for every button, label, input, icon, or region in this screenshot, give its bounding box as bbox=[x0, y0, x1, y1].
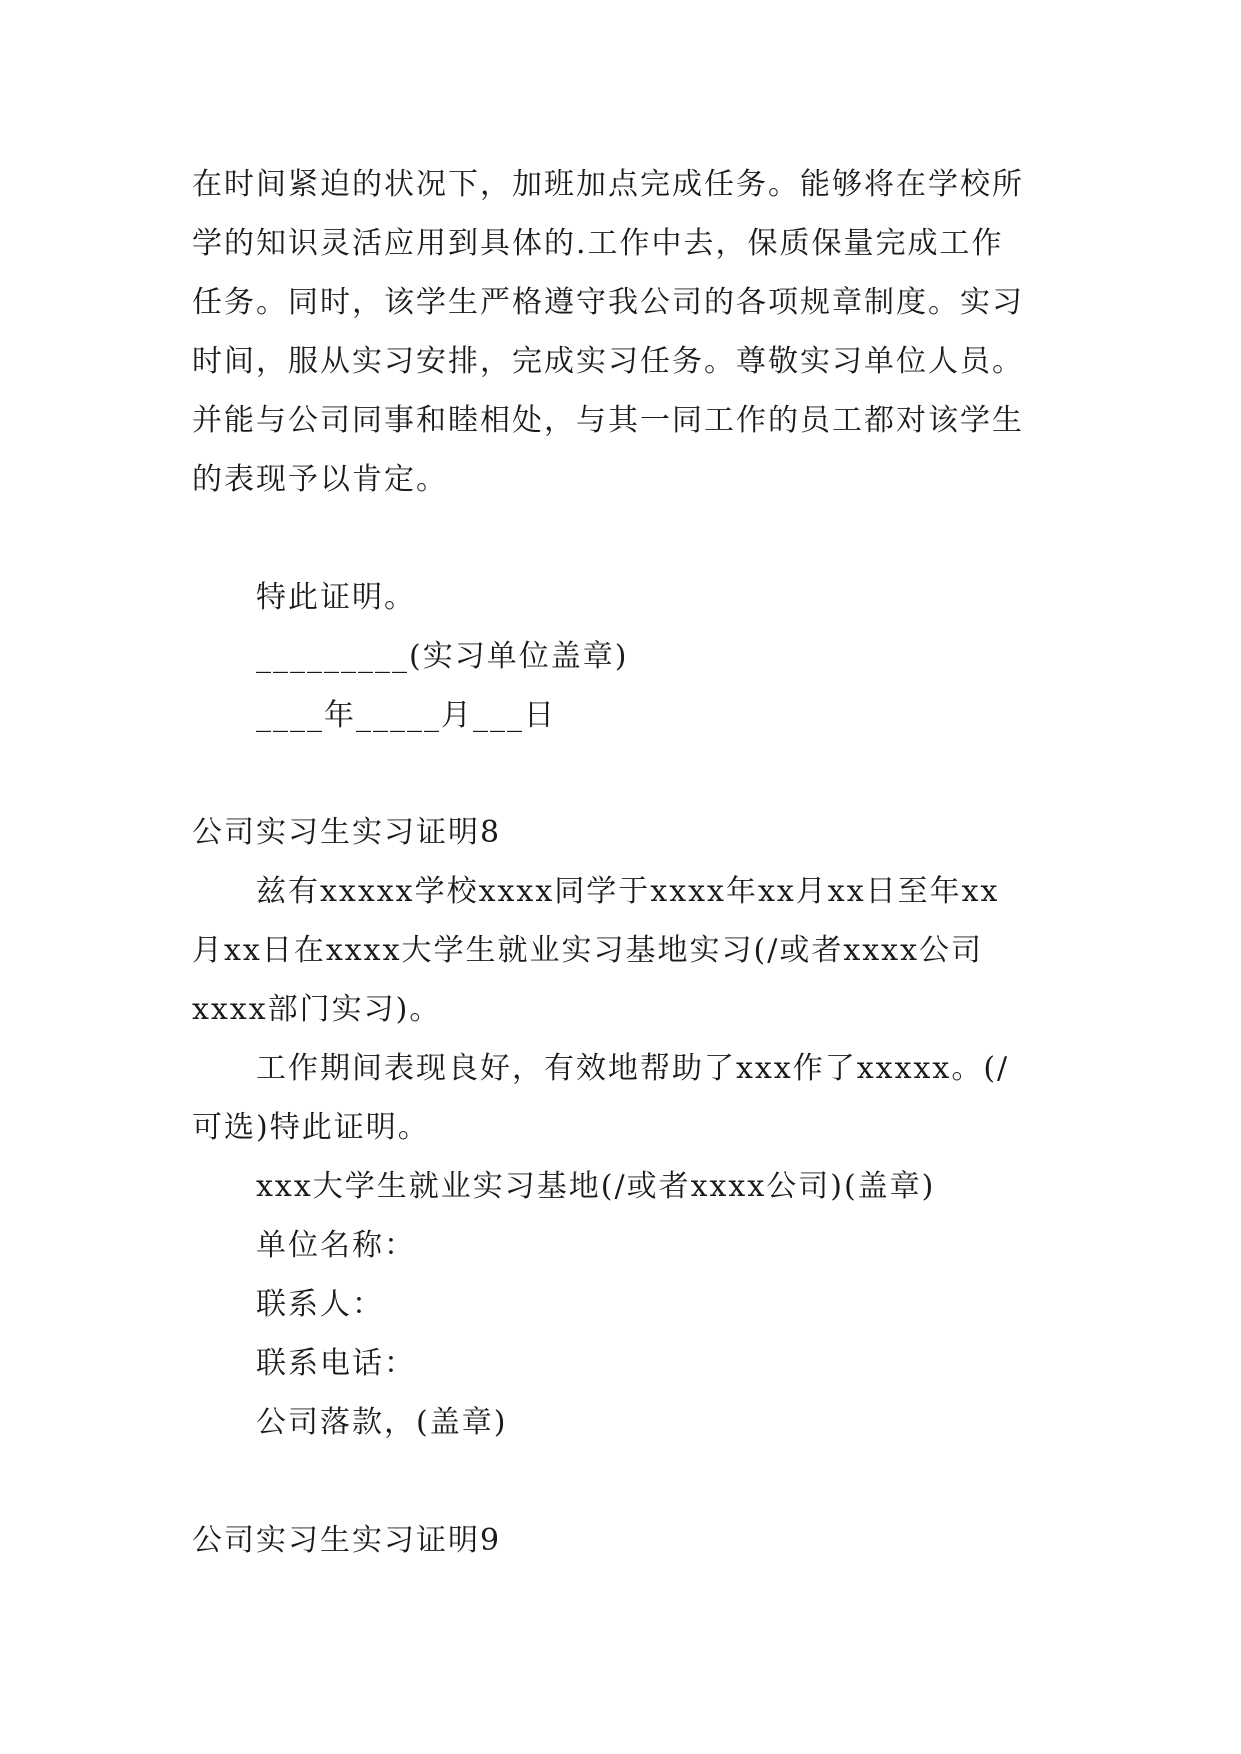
body-text-line: 可选)特此证明。 bbox=[192, 1110, 430, 1145]
body-text-line: 学的知识灵活应用到具体的.工作中去，保质保量完成工作 bbox=[192, 226, 1004, 261]
body-text-line: xxxx部门实习)。 bbox=[192, 992, 442, 1027]
body-text-line: 并能与公司同事和睦相处，与其一同工作的员工都对该学生 bbox=[192, 403, 1024, 438]
body-text-line: 在时间紧迫的状况下，加班加点完成任务。能够将在学校所 bbox=[192, 167, 1024, 202]
date-line: ____年_____月___日 bbox=[256, 698, 556, 733]
section-heading-9: 公司实习生实习证明9 bbox=[192, 1523, 502, 1558]
body-text-line: 兹有xxxxx学校xxxx同学于xxxx年xx月xx日至年xx bbox=[256, 874, 1000, 909]
seal-line: _________(实习单位盖章) bbox=[256, 639, 629, 674]
signoff-line: xxx大学生就业实习基地(/或者xxxx公司)(盖章) bbox=[256, 1169, 936, 1204]
body-text-line: 工作期间表现良好，有效地帮助了xxx作了xxxxx。(/ bbox=[256, 1051, 1010, 1086]
section-heading-8: 公司实习生实习证明8 bbox=[192, 815, 502, 850]
body-text-line: 时间，服从实习安排，完成实习任务。尊敬实习单位人员。 bbox=[192, 344, 1024, 379]
body-text-line: 任务。同时，该学生严格遵守我公司的各项规章制度。实习 bbox=[192, 285, 1024, 320]
unit-name-label: 单位名称： bbox=[256, 1228, 416, 1263]
contact-label: 联系人： bbox=[256, 1287, 384, 1322]
closing-statement: 特此证明。 bbox=[256, 580, 416, 615]
body-text-line: 的表现予以肯定。 bbox=[192, 462, 448, 497]
body-text-line: 月xx日在xxxx大学生就业实习基地实习(/或者xxxx公司 bbox=[192, 933, 984, 968]
company-sign-line: 公司落款，(盖章) bbox=[256, 1405, 508, 1440]
phone-label: 联系电话： bbox=[256, 1346, 416, 1381]
